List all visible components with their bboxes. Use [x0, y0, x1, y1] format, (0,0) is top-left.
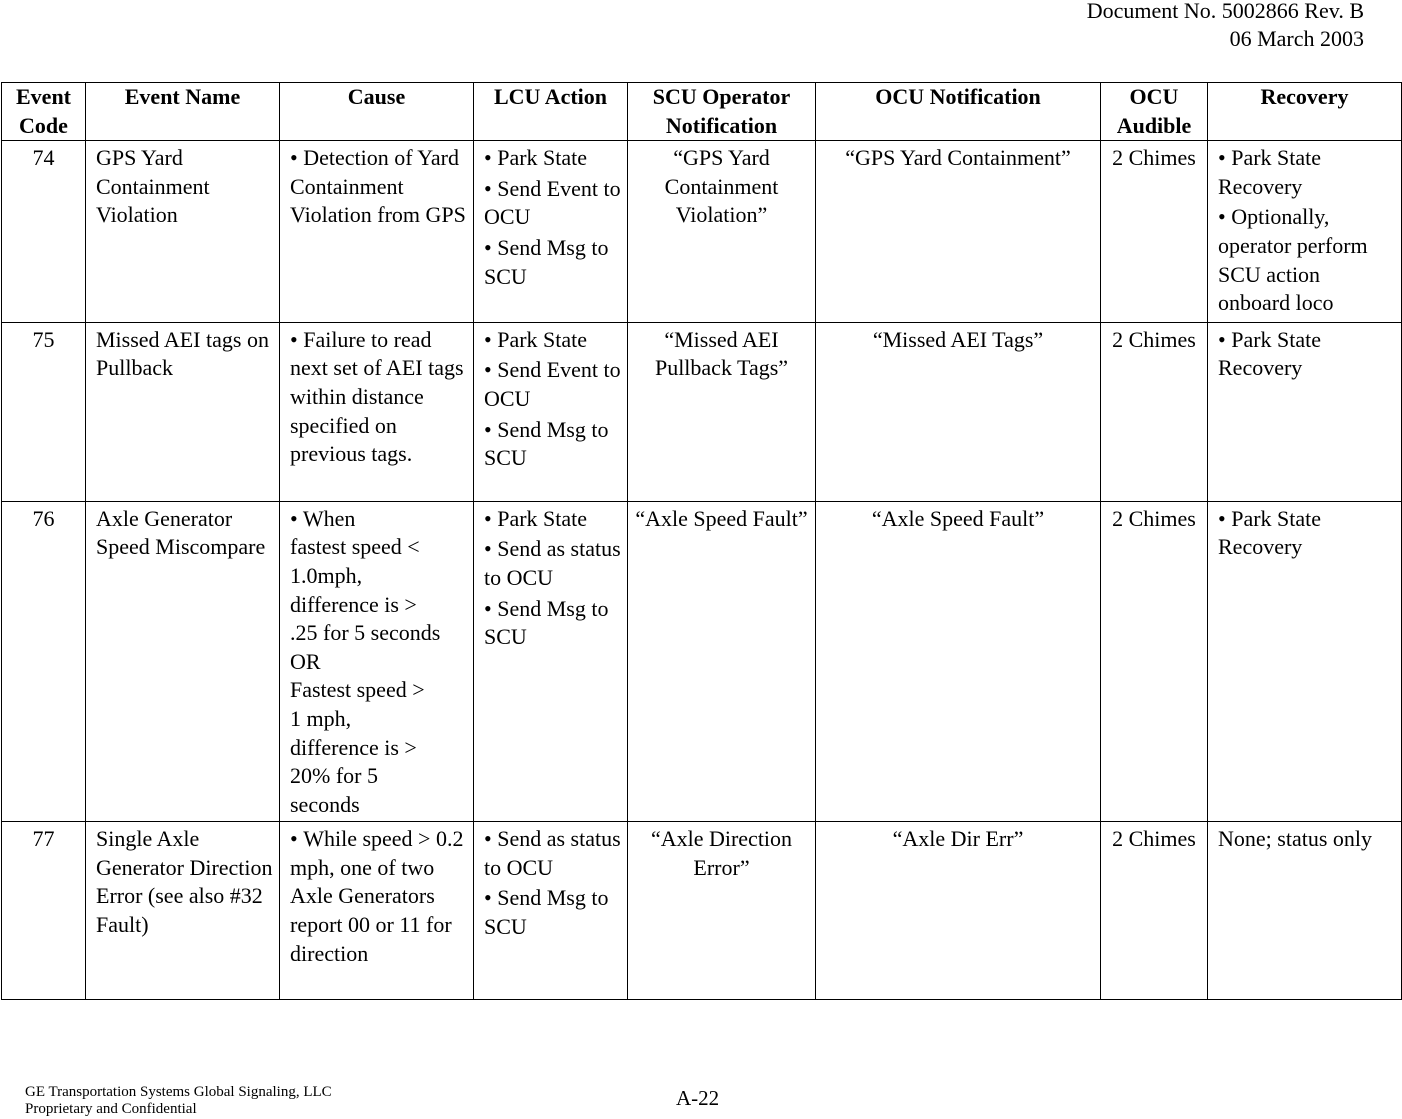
lcu-action: [474, 501, 628, 822]
ocu-audible: 2 Chimes: [1101, 822, 1208, 1000]
cause-item: • Detection of Yard Containment Violation from GPS: [290, 144, 467, 230]
cause-text: • When fastest speed < 1.0mph, difference is > .25 for 5 seconds OR Fastest speed > 1 mph, difference is > 20% for 5 seconds: [290, 505, 441, 817]
footer-left: [25, 1084, 332, 1118]
footer-confidential: Proprietary and Confidential: [25, 1101, 197, 1117]
col-header-ocu-audible: OCU Audible: [1101, 83, 1208, 141]
lcu-action-item: • Send as status to OCU: [484, 825, 621, 882]
recovery: [1208, 322, 1402, 501]
lcu-action: [474, 322, 628, 501]
table-header-row: [2, 83, 1402, 141]
scu-notification: “Axle Speed Fault”: [628, 501, 816, 822]
event-code: 75: [2, 322, 86, 501]
recovery-item: • Park State Recovery: [1218, 326, 1395, 383]
ocu-notification: “Missed AEI Tags”: [816, 322, 1101, 501]
event-code: 76: [2, 501, 86, 822]
cause-item: • While speed > 0.2 mph, one of two Axle Generators report 00 or 11 for direction: [290, 825, 467, 968]
event-name: GPS Yard Containment Violation: [86, 141, 280, 323]
ocu-notification: “Axle Speed Fault”: [816, 501, 1101, 822]
lcu-action-item: • Send as status to OCU: [484, 535, 621, 592]
cause-item: • Failure to read next set of AEI tags within distance specified on previous tags.: [290, 326, 467, 469]
lcu-action-item: • Send Msg to SCU: [484, 234, 621, 291]
ocu-notification: “GPS Yard Containment”: [816, 141, 1101, 323]
lcu-action-item: • Park State: [484, 326, 621, 355]
recovery: None; status only: [1208, 822, 1402, 1000]
cause: [280, 322, 474, 501]
lcu-action-item: • Send Msg to SCU: [484, 416, 621, 473]
cause: [280, 822, 474, 1000]
scu-notification: “GPS Yard Containment Violation”: [628, 141, 816, 323]
col-header-lcu-action: LCU Action: [474, 83, 628, 141]
scu-notification: “Axle Direction Error”: [628, 822, 816, 1000]
col-header-event-code: Event Code: [2, 83, 86, 141]
event-code: 74: [2, 141, 86, 323]
event-table: [1, 82, 1402, 1000]
cause: [280, 501, 474, 822]
lcu-action-item: • Send Event to OCU: [484, 175, 621, 232]
document-number: Document No. 5002866 Rev. B: [1086, 0, 1364, 23]
event-name: Single Axle Generator Direction Error (see also #32 Fault): [86, 822, 280, 1000]
col-header-recovery: Recovery: [1208, 83, 1402, 141]
cause: [280, 141, 474, 323]
lcu-action: [474, 822, 628, 1000]
col-header-cause: Cause: [280, 83, 474, 141]
ocu-notification: “Axle Dir Err”: [816, 822, 1101, 1000]
ocu-audible: 2 Chimes: [1101, 501, 1208, 822]
recovery-item: • Park State Recovery: [1218, 144, 1395, 201]
table-row: [2, 322, 1402, 501]
event-code: 77: [2, 822, 86, 1000]
scu-notification: “Missed AEI Pullback Tags”: [628, 322, 816, 501]
recovery: [1208, 501, 1402, 822]
table-row: [2, 141, 1402, 323]
footer-company: GE Transportation Systems Global Signaling, LLC: [25, 1084, 332, 1100]
page-number: A-22: [676, 1086, 720, 1110]
recovery-item: • Park State Recovery: [1218, 505, 1395, 562]
document-date: 06 March 2003: [1229, 26, 1364, 51]
lcu-action-item: • Park State: [484, 505, 621, 534]
ocu-audible: 2 Chimes: [1101, 322, 1208, 501]
col-header-scu-notification: SCU Operator Notification: [628, 83, 816, 141]
table-row: [2, 822, 1402, 1000]
lcu-action-item: • Send Msg to SCU: [484, 595, 621, 652]
lcu-action: [474, 141, 628, 323]
event-name: Missed AEI tags on Pullback: [86, 322, 280, 501]
lcu-action-item: • Send Event to OCU: [484, 356, 621, 413]
col-header-event-name: Event Name: [86, 83, 280, 141]
ocu-audible: 2 Chimes: [1101, 141, 1208, 323]
event-name: Axle Generator Speed Miscompare: [86, 501, 280, 822]
lcu-action-item: • Park State: [484, 144, 621, 173]
lcu-action-item: • Send Msg to SCU: [484, 884, 621, 941]
table-row: [2, 501, 1402, 822]
document-header: [1087, 0, 1364, 53]
recovery-item: • Optionally, operator perform SCU action onboard loco: [1218, 203, 1395, 317]
col-header-ocu-notification: OCU Notification: [816, 83, 1101, 141]
recovery: [1208, 141, 1402, 323]
